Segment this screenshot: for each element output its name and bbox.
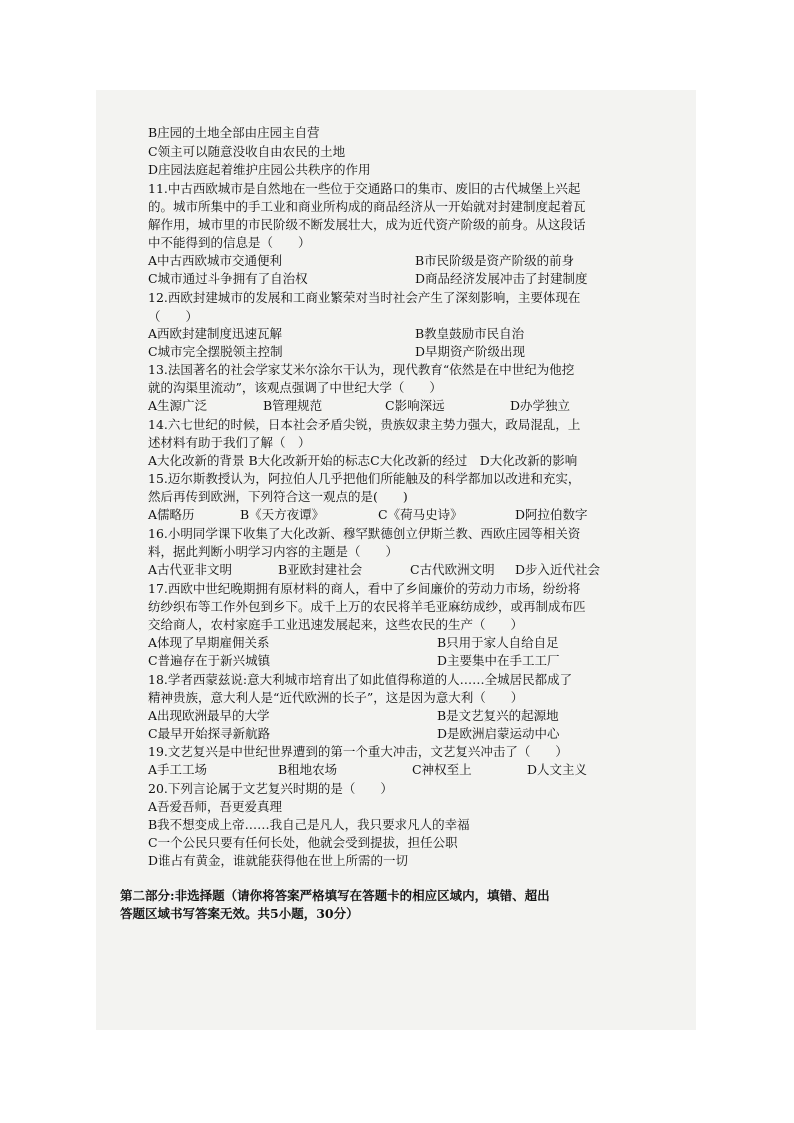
question-text: 料，据此判断小明学习内容的主题是（ ） — [148, 544, 399, 559]
option-line: D庄园法庭起着维护庄园公共秩序的作用 — [148, 162, 371, 177]
option-c: C城市完全摆脱领主控制 — [148, 344, 283, 359]
option-a: A儒略历 — [148, 507, 195, 522]
question-text: 纺纱织布等工作外包到乡下。成千上万的农民将羊毛亚麻纺成纱，或再制成布匹 — [148, 599, 586, 614]
question-text: 精神贵族，意大利人是“近代欧洲的长子”，这是因为意大利（ ） — [148, 690, 524, 705]
option-c: C影响深远 — [385, 398, 445, 413]
option-c: C城市通过斗争拥有了自治权 — [148, 271, 308, 286]
option-c: C《荷马史诗》 — [378, 507, 463, 522]
question-text: 述材料有助于我们了解（ ） — [148, 435, 311, 450]
option-a: A吾爱吾师，吾更爱真理 — [148, 799, 283, 814]
option-b: B租地农场 — [278, 762, 338, 777]
option-line: B庄园的土地全部由庄园主自营 — [148, 125, 320, 140]
option-d: D人文主义 — [527, 762, 588, 777]
question-text: 的。城市所集中的手工业和商业所构成的商品经济从一开始就对封建制度起着瓦 — [148, 199, 586, 214]
question-text: 交给商人，农村家庭手工业迅速发展起来，这些农民的生产（ ） — [148, 617, 524, 632]
option-b: B教皇鼓励市民自治 — [415, 326, 525, 341]
question-text: 中不能得到的信息是（ ） — [148, 235, 311, 250]
question-11: 11.中古西欧城市是自然地在一些位于交通路口的集市、废旧的古代城堡上兴起 — [148, 181, 581, 196]
option-b: B只用于家人自给自足 — [437, 635, 559, 650]
option-b: B市民阶级是资产阶级的前身 — [415, 253, 575, 268]
question-text: （ ） — [148, 309, 199, 324]
option-d: D早期资产阶级出现 — [415, 344, 526, 359]
option-b: B亚欧封建社会 — [278, 562, 363, 577]
option-d: D谁占有黄金，谁就能获得他在世上所需的一切 — [148, 853, 409, 868]
option-d: D商品经济发展冲击了封建制度 — [415, 271, 588, 286]
options-row: A大化改新的背景 B大化改新开始的标志C大化改新的经过 D大化改新的影响 — [148, 453, 578, 468]
option-d: D主要集中在手工工厂 — [437, 653, 560, 668]
question-18: 18.学者西蒙兹说:意大利城市培育出了如此值得称道的人……全城居民都成了 — [148, 672, 573, 687]
question-19: 19.文艺复兴是中世纪世界遭到的第一个重大冲击，文艺复兴冲击了（ ） — [148, 744, 568, 759]
question-text: 解作用，城市里的市民阶级不断发展壮大，成为近代资产阶级的前身。从这段话 — [148, 217, 586, 232]
question-text: 然后再传到欧洲，下列符合这一观点的是( ) — [148, 489, 408, 504]
option-a: A中古西欧城市交通便利 — [148, 253, 283, 268]
option-c: C最早开始探寻新航路 — [148, 726, 271, 741]
option-a: A古代亚非文明 — [148, 562, 233, 577]
section-heading: 第二部分:非选择题（请你将答案严格填写在答题卡的相应区域内，填错、超出 — [120, 888, 550, 903]
option-d: D阿拉伯数字 — [515, 507, 588, 522]
option-a: A出现欧洲最早的大学 — [148, 708, 270, 723]
option-b: B是文艺复兴的起源地 — [437, 708, 559, 723]
option-d: D是欧洲启蒙运动中心 — [437, 726, 560, 741]
option-a: A手工工场 — [148, 762, 208, 777]
option-line: C领主可以随意没收自由农民的土地 — [148, 144, 346, 159]
option-b: B管理规范 — [263, 398, 323, 413]
option-b: B我不想变成上帝……我自己是凡人，我只要求凡人的幸福 — [148, 817, 470, 832]
question-12: 12.西欧封建城市的发展和工商业繁荣对当时社会产生了深刻影响，主要体现在 — [148, 290, 581, 305]
option-d: D步入近代社会 — [515, 562, 601, 577]
question-20: 20.下列言论属于文艺复兴时期的是（ ） — [148, 781, 393, 796]
question-17: 17.西欧中世纪晚期拥有原材料的商人，看中了乡间廉价的劳动力市场，纷纷将 — [148, 581, 581, 596]
question-14: 14.六七世纪的时候，日本社会矛盾尖锐，贵族奴隶主势力强大，政局混乱，上 — [148, 417, 581, 432]
option-a: A体现了早期雇佣关系 — [148, 635, 270, 650]
option-d: D办学独立 — [510, 398, 571, 413]
option-c: C神权至上 — [412, 762, 472, 777]
option-a: A西欧封建制度迅速瓦解 — [148, 326, 283, 341]
question-text: 就的沟渠里流动”，该观点强调了中世纪大学（ ） — [148, 380, 442, 395]
option-a: A生源广泛 — [148, 398, 208, 413]
question-15: 15.迈尔斯教授认为，阿拉伯人几乎把他们所能触及的科学都加以改进和充实， — [148, 471, 581, 486]
question-16: 16.小明同学课下收集了大化改新、穆罕默德创立伊斯兰教、西欧庄园等相关资 — [148, 526, 581, 541]
question-13: 13.法国著名的社会学家艾米尔涂尔干认为，现代教育“依然是在中世纪为他挖 — [148, 362, 575, 377]
option-b: B《天方夜谭》 — [240, 507, 325, 522]
option-c: C一个公民只要有任何长处，他就会受到提拔，担任公职 — [148, 835, 458, 850]
option-c: C普遍存在于新兴城镇 — [148, 653, 271, 668]
section-heading: 答题区域书写答案无效。共5小题，30分） — [120, 906, 359, 921]
option-c: C古代欧洲文明 — [410, 562, 495, 577]
